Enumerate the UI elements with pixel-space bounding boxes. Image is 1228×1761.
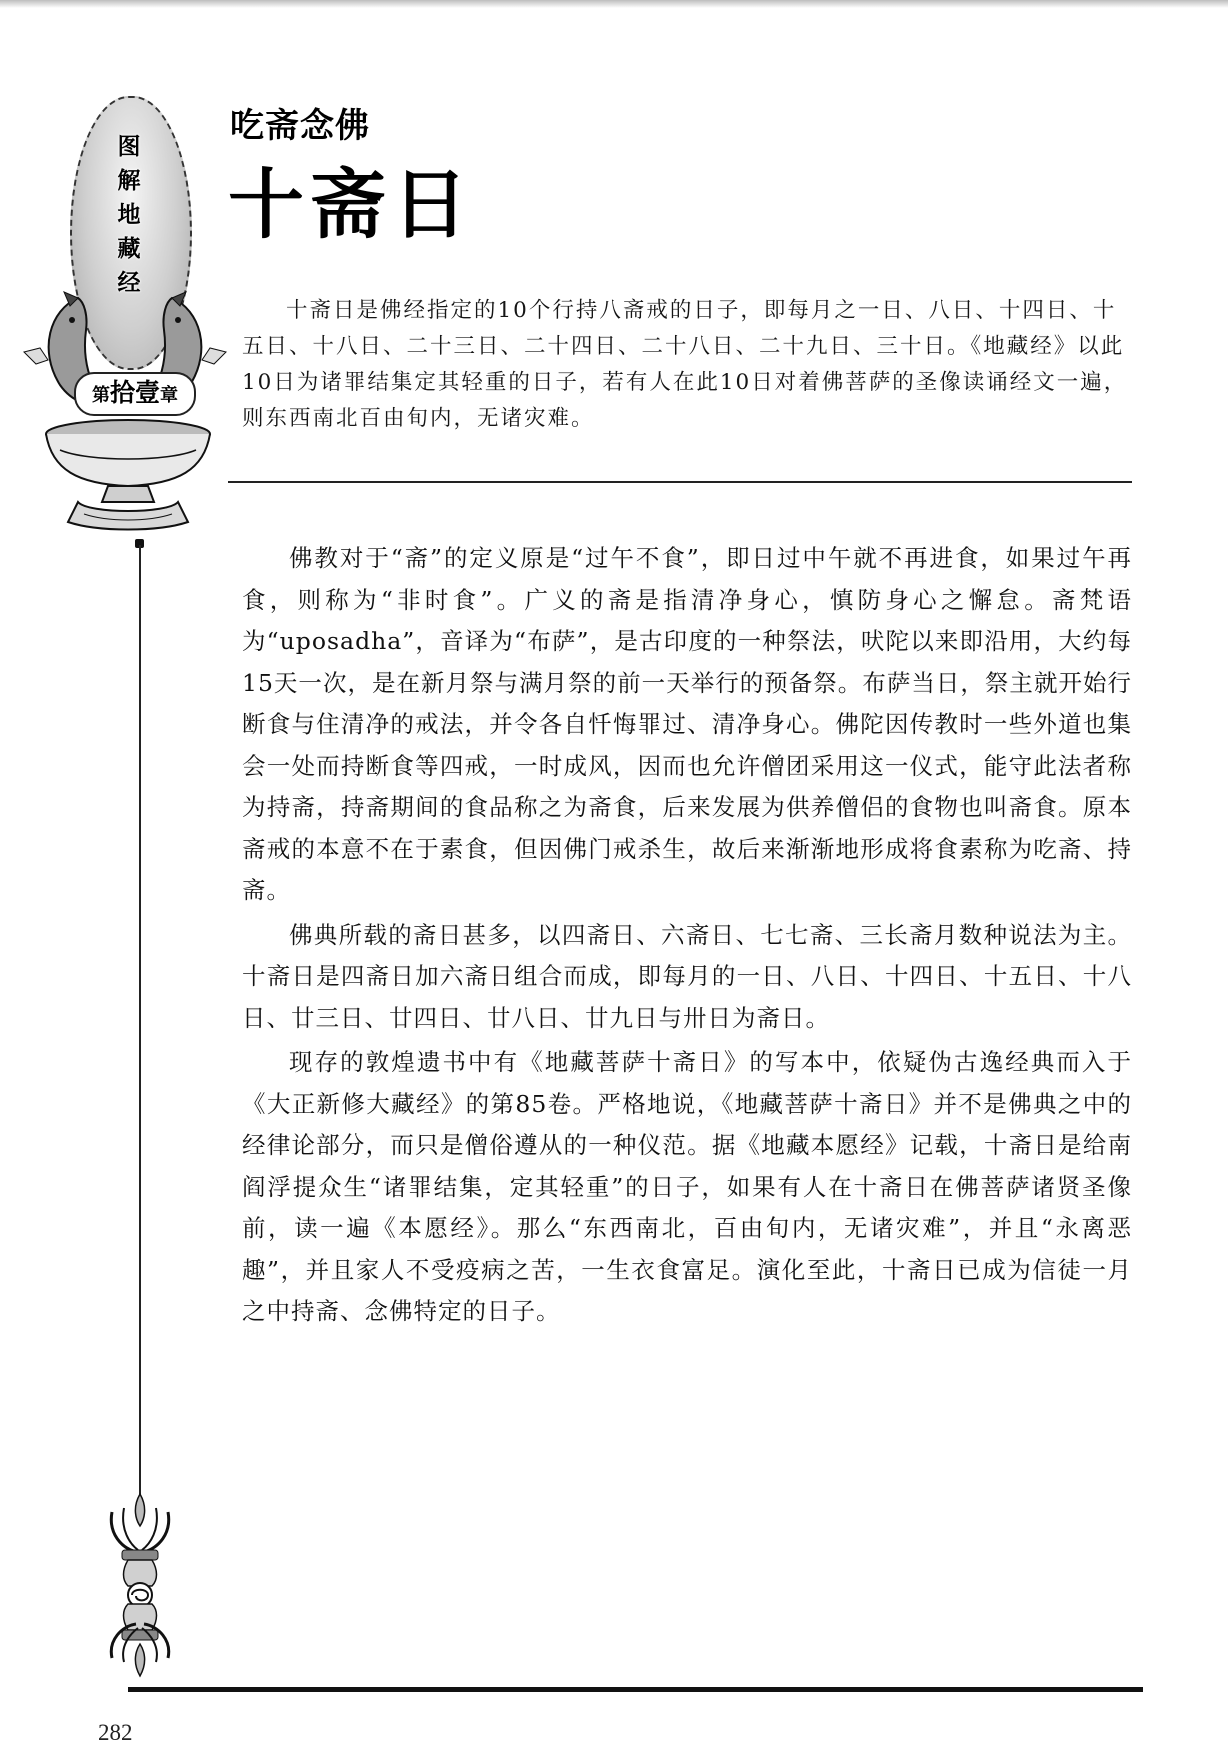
badge-char: 经: [117, 270, 141, 296]
body-paragraph: 现存的敦煌遗书中有《地藏菩萨十斋日》的写本中，依疑伪古逸经典而入于《大正新修大藏经》的第85卷。严格地说，《地藏菩萨十斋日》并不是佛典之中的经律论部分，而只是僧俗遵从的一种仪范。据《地藏本愿经》记载，十斋日是给南阎浮提众生“诸罪结集，定其轻重”的日子，如果有人在十斋日在佛菩萨诸贤圣像前，读一遍《本愿经》。那么“东西南北，百由旬内，无诸灾难”，并且“永离恶趣”，并且家人不受疫病之苦，一生衣食富足。演化至此，十斋日已成为信徒一月之中持斋、念佛特定的日子。: [242, 1048, 1132, 1325]
badge-char: 解: [117, 168, 141, 194]
badge-char: 藏: [117, 236, 141, 262]
page-title: 十斋日: [228, 160, 474, 249]
summary-paragraph: 十斋日是佛经指定的10个行持八斋戒的日子，即每月之一日、八日、十四日、十五日、十八日、二十三日、二十四日、二十八日、二十九日、三十日。《地藏经》以此10日为诸罪结集定其轻重的日子，若有人在此10日对着佛菩萨的圣像读诵经文一遍，则东西南北百由旬内，无诸灾难。: [242, 298, 1128, 431]
badge-char: 图: [117, 134, 141, 160]
section-kicker: 吃斋念佛: [230, 106, 370, 146]
summary-divider: [228, 481, 1132, 483]
badge-char: 地: [117, 202, 141, 228]
page-top-shadow: [0, 0, 1228, 8]
body-text: [242, 538, 1132, 1336]
page-number: 282: [98, 1720, 133, 1745]
vertical-rule: [139, 545, 141, 1495]
chapter-number: 拾壹: [109, 378, 160, 407]
body-paragraph: 佛典所载的斋日甚多，以四斋日、六斋日、七七斋、三长斋月数种说法为主。十斋日是四斋日加六斋日组合而成，即每月的一日、八日、十四日、十五日、十八日、廿三日、廿四日、廿八日、廿九日与卅日为斋日。: [242, 920, 1132, 1032]
chapter-prefix: 第: [91, 385, 110, 406]
footer-rule: [128, 1687, 1143, 1692]
chapter-suffix: 章: [160, 385, 178, 406]
offering-bowl-icon: [38, 410, 218, 535]
badge-vertical-title: [111, 134, 147, 296]
body-paragraph: 佛教对于“斋”的定义原是“过午不食”，即日过中午就不再进食，如果过午再食，则称为“非时食”。广义的斋是指清净身心，慎防身心之懈怠。斋梵语为“uposadha”，音译为“布萨”，是古印度的一种祭法，吠陀以来即沿用，大约每15天一次，是在新月祭与满月祭的前一天举行的预备祭。布萨当日，祭主就开始行断食与住清净的戒法，并令各自忏悔罪过、清净身心。佛陀因传教时一些外道也集会一处而持断食等四戒，一时成风，因而也允许僧团采用这一仪式，能守此法者称为持斋，持斋期间的食品称之为斋食，后来发展为供养僧侣的食物也叫斋食。原本斋戒的本意不在于素食，但因佛门戒杀生，故后来渐渐地形成将食素称为吃斋、持斋。: [242, 544, 1132, 904]
vajra-icon: [102, 1490, 178, 1680]
